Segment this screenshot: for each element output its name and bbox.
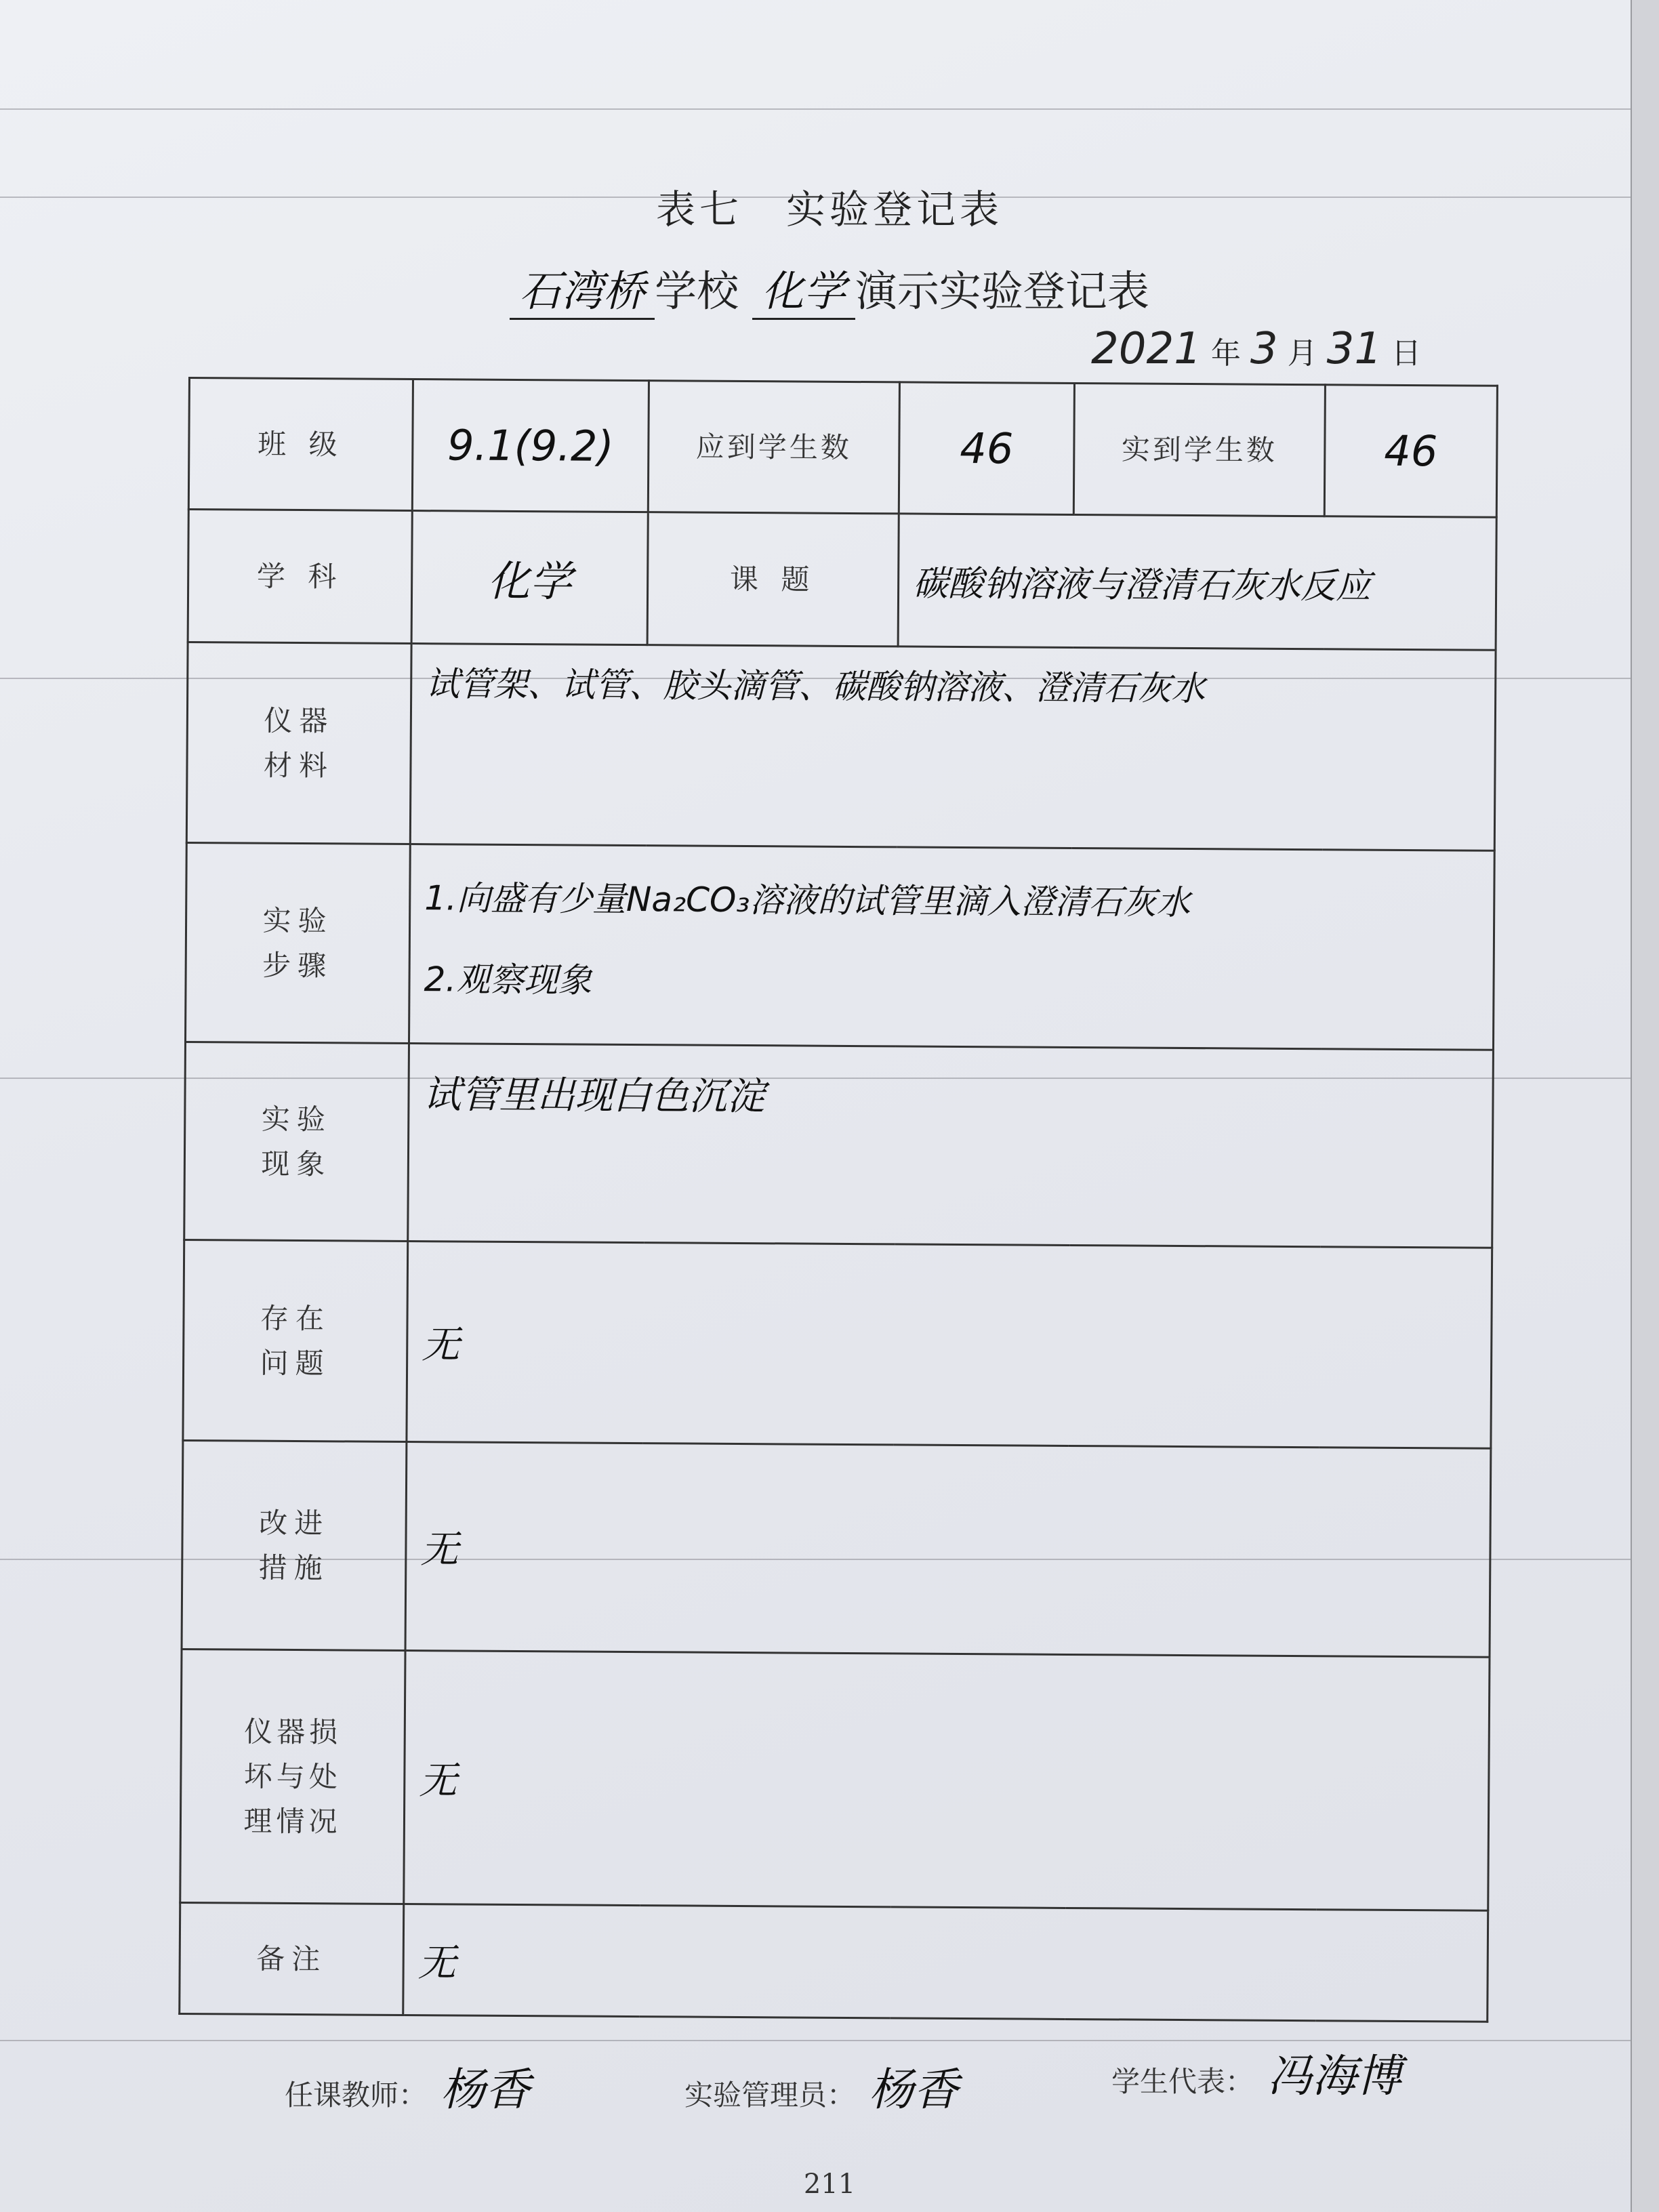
school-name: 石湾桥 bbox=[510, 258, 655, 320]
date-day: 31 bbox=[1326, 324, 1382, 374]
admin-label: 实验管理员： bbox=[684, 2078, 856, 2112]
title-suffix: 演示实验登记表 bbox=[855, 266, 1149, 316]
actual-students-value: 46 bbox=[1324, 385, 1497, 518]
topic-label: 课 题 bbox=[647, 512, 899, 647]
student-signature bbox=[1111, 2040, 1401, 2104]
expected-students-label: 应到学生数 bbox=[648, 381, 899, 514]
equipment-value: 试管架、试管、胶头滴管、碳酸钠溶液、澄清石灰水 bbox=[410, 644, 1496, 851]
date-year-unit: 年 bbox=[1210, 336, 1241, 371]
class-value: 9.1(9.2) bbox=[412, 380, 649, 512]
problems-label: 存在问题 bbox=[183, 1240, 408, 1441]
improvements-label: 改进措施 bbox=[182, 1440, 407, 1650]
topic-value: 碳酸钠溶液与澄清石灰水反应 bbox=[898, 514, 1496, 650]
ruled-line bbox=[0, 108, 1659, 110]
table-row bbox=[188, 378, 1497, 518]
table-row bbox=[184, 1042, 1494, 1248]
student-name: 冯海博 bbox=[1267, 2050, 1402, 2102]
table-row bbox=[188, 510, 1496, 651]
date-month: 3 bbox=[1250, 324, 1278, 374]
teacher-label: 任课教师： bbox=[285, 2078, 428, 2112]
phenomenon-label: 实验现象 bbox=[184, 1042, 409, 1241]
step-item: 2.观察现象 bbox=[424, 960, 592, 1000]
phenomenon-value: 试管里出现白色沉淀 bbox=[408, 1044, 1494, 1248]
school-suffix: 学校 bbox=[655, 266, 739, 316]
problems-value: 无 bbox=[407, 1242, 1492, 1449]
date-day-unit: 日 bbox=[1391, 336, 1422, 371]
teacher-name: 杨香 bbox=[441, 2064, 531, 2116]
table-row bbox=[183, 1240, 1492, 1448]
next-page-edge bbox=[1631, 0, 1659, 2212]
table-row bbox=[180, 1649, 1490, 1910]
steps-label: 实验步骤 bbox=[186, 842, 411, 1043]
admin-name: 杨香 bbox=[869, 2064, 959, 2116]
student-label: 学生代表： bbox=[1111, 2065, 1254, 2098]
experiment-register-table bbox=[178, 377, 1498, 2023]
damage-value: 无 bbox=[404, 1650, 1490, 1910]
improvements-value: 无 bbox=[405, 1441, 1491, 1657]
date-year: 2021 bbox=[1091, 324, 1202, 374]
steps-value bbox=[409, 844, 1494, 1050]
remarks-label: 备注 bbox=[180, 1902, 404, 2015]
date-line bbox=[1091, 324, 1421, 374]
teacher-signature bbox=[285, 2053, 530, 2118]
class-label: 班 级 bbox=[188, 378, 413, 511]
table-number-title: 表七 实验登记表 bbox=[655, 186, 1003, 232]
table-row bbox=[180, 1902, 1488, 2022]
table-row bbox=[186, 642, 1496, 851]
admin-signature bbox=[684, 2053, 958, 2118]
table-row bbox=[182, 1440, 1491, 1657]
actual-students-label: 实到学生数 bbox=[1073, 383, 1325, 516]
equipment-label: 仪器材料 bbox=[186, 642, 411, 844]
subject-value: 化学 bbox=[411, 511, 648, 645]
subject-blank: 化学 bbox=[752, 258, 855, 320]
ruled-line bbox=[0, 2040, 1659, 2041]
remarks-value: 无 bbox=[403, 1904, 1488, 2022]
date-month-unit: 月 bbox=[1287, 336, 1317, 371]
damage-label: 仪器损坏与处理情况 bbox=[180, 1649, 405, 1904]
page-number: 211 bbox=[803, 2169, 856, 2200]
table-row bbox=[186, 842, 1495, 1050]
step-item: 1.向盛有少量Na₂CO₃溶液的试管里滴入澄清石灰水 bbox=[424, 878, 1191, 923]
expected-students-value: 46 bbox=[899, 382, 1074, 515]
form-title bbox=[0, 258, 1659, 320]
subject-label: 学 科 bbox=[188, 510, 412, 644]
